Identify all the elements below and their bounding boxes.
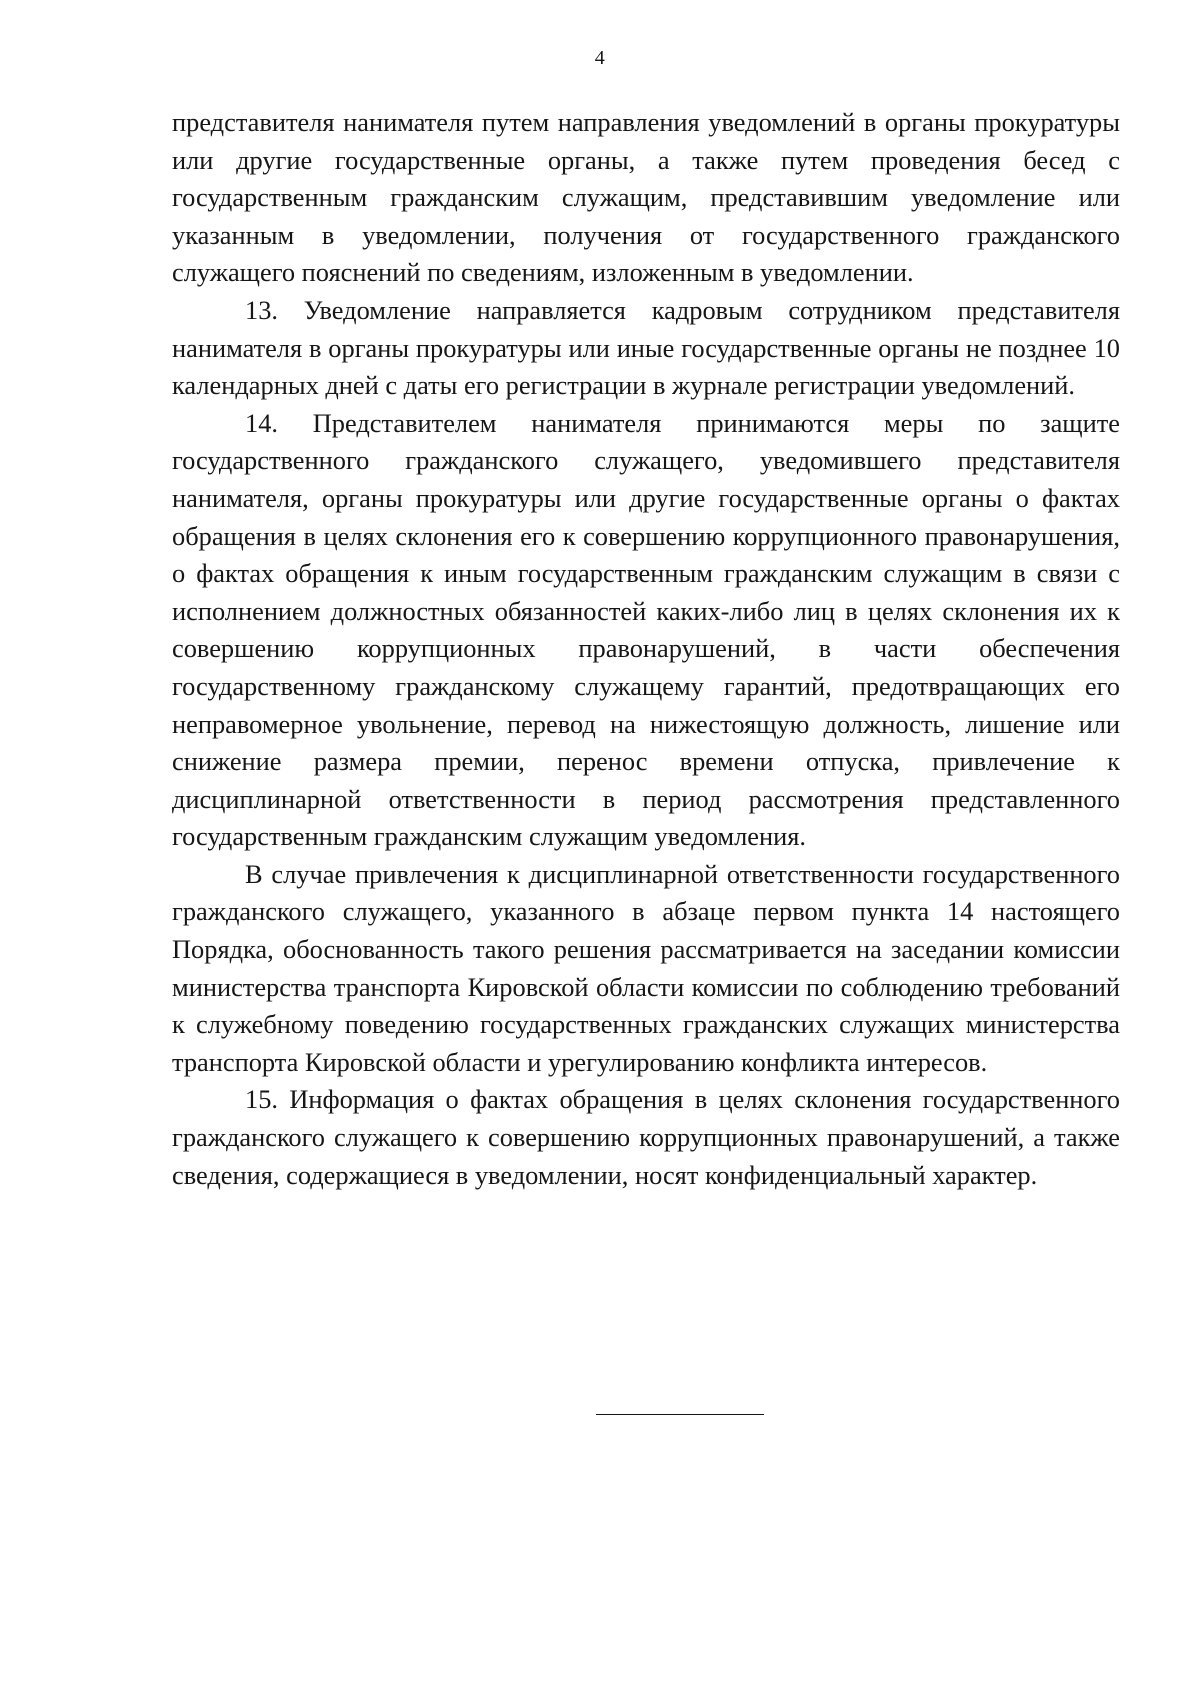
paragraph-clause-14-addendum: В случае привлечения к дисциплинарной ответственности государственного гражданского служащего, указанного в абзаце первом пункта 14 настоящего Порядка, обоснованность такого решения рассматривается на заседании комиссии министерства транспорта Кировской области комиссии по соблюдению требований к служебному поведению государственных гражданских служащих министерства транспорта Кировской области и урегулированию конфликта интересов.	[172, 858, 1120, 1077]
closing-divider	[596, 1414, 764, 1415]
paragraph-clause-15: 15. Информация о фактах обращения в целях склонения государственного гражданского служащего к совершению коррупционных правонарушений, а также сведения, содержащиеся в уведомлении, носят конфиденциальный характер.	[172, 1084, 1120, 1190]
document-body	[172, 104, 1120, 1194]
paragraph-continuation: представителя нанимателя путем направления уведомлений в органы прокуратуры или другие государственные органы, а также путем проведения бесед с государственным гражданским служащим, представившим уведомление или указанным в уведомлении, получения от государственного гражданского служащего пояснений по сведениям, изложенным в уведомлении.	[172, 107, 1120, 288]
paragraph-clause-13: 13. Уведомление направляется кадровым сотрудником представителя нанимателя в органы прокуратуры или иные государственные органы не позднее 10 календарных дней с даты его регистрации в журнале регистрации уведомлений.	[172, 294, 1120, 401]
paragraph-clause-14: 14. Представителем нанимателя принимаются меры по защите государственного гражданского служащего, уведомившего представителя нанимателя, органы прокуратуры или другие государственные органы о фактах обращения в целях склонения его к совершению коррупционного правонарушения, о фактах обращения к иным государственным гражданским служащим в связи с исполнением должностных обязанностей каких-либо лиц в целях склонения их к совершению коррупционных правонарушений, в части обеспечения государственному гражданскому служащему гарантий, предотвращающих его неправомерное увольнение, перевод на нижестоящую должность, лишение или снижение размера премии, перенос времени отпуска, привлечение к дисциплинарной ответственности в период рассмотрения представленного государственным гражданским служащим уведомления.	[172, 407, 1120, 852]
page-number: 4	[594, 47, 606, 69]
